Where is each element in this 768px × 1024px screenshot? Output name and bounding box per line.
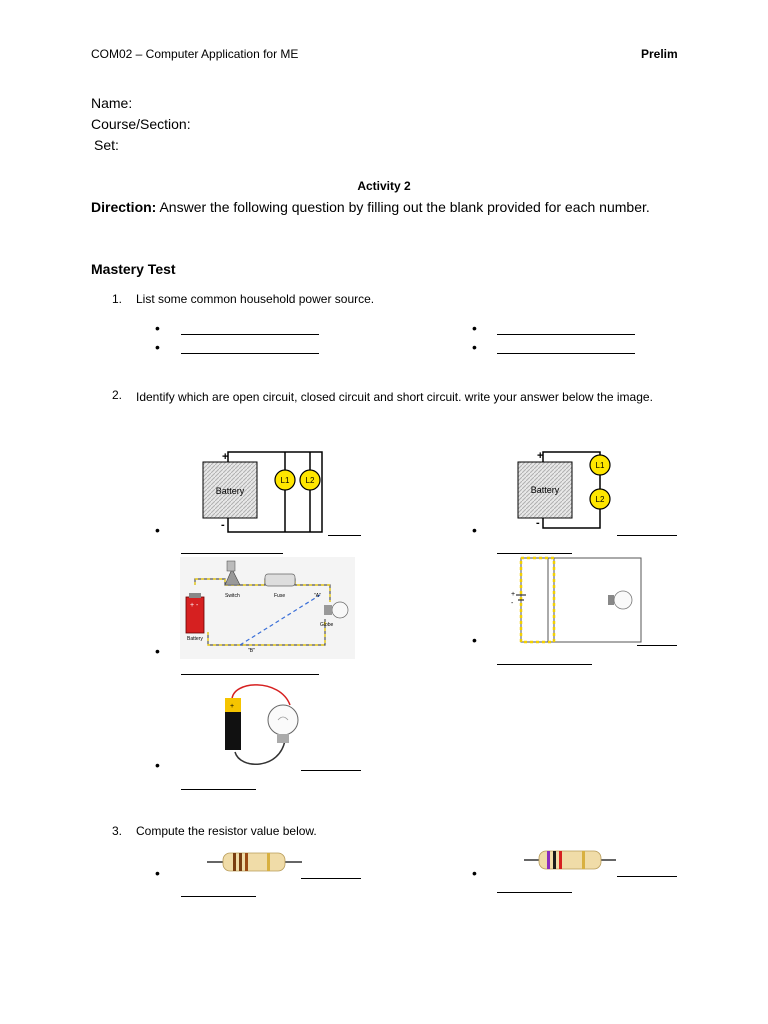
series-circuit-diagram: [510, 445, 620, 535]
l1-label: L1: [280, 476, 290, 485]
plus-label: +: [511, 591, 516, 598]
bullet-icon: •: [155, 865, 160, 881]
resistor-band: [559, 851, 562, 869]
q3-text: Compute the resistor value below.: [136, 824, 317, 838]
q2-answer-blank[interactable]: [328, 535, 361, 536]
battery-label: Battery: [215, 486, 245, 496]
q1-answer-blank[interactable]: [497, 353, 635, 354]
resistor-band: [547, 851, 550, 869]
resistor-band: [245, 853, 248, 871]
resistor-band: [582, 851, 585, 869]
point-b-label: "B": [248, 648, 255, 654]
term-label: Prelim: [641, 47, 678, 61]
parallel-circuit-diagram: [195, 445, 325, 535]
set-field-label: Set:: [94, 137, 119, 153]
q2-answer-blank[interactable]: [181, 674, 319, 675]
q2-answer-blank[interactable]: [181, 789, 256, 790]
q3-answer-blank[interactable]: [497, 892, 572, 893]
current-path: [521, 558, 554, 642]
q1-answer-blank[interactable]: [181, 334, 319, 335]
bullet-icon: •: [155, 522, 160, 538]
q1-number: 1.: [112, 292, 123, 306]
direction-paragraph: [91, 197, 677, 218]
q3-number: 3.: [112, 824, 123, 838]
resistor-band: [553, 851, 556, 869]
battery-bulb-diagram: [220, 680, 322, 770]
l1-label: L1: [595, 461, 605, 470]
bullet-icon: •: [155, 643, 160, 659]
q2-answer-blank[interactable]: [617, 535, 677, 536]
battery-label: Battery: [530, 485, 560, 495]
svg-text:+ -: + -: [190, 602, 199, 609]
l2-label: L2: [595, 495, 605, 504]
bullet-icon: •: [155, 320, 160, 336]
plus-label: +: [537, 450, 544, 462]
q1-answer-blank[interactable]: [181, 353, 319, 354]
resistor-band: [239, 853, 242, 871]
activity-title: Activity 2: [357, 179, 411, 193]
q1-answer-blank[interactable]: [497, 334, 635, 335]
name-field-label: Name:: [91, 95, 133, 111]
l2-label: L2: [305, 476, 315, 485]
globe-label: Globe: [320, 622, 334, 628]
bullet-icon: •: [472, 339, 477, 355]
globe-bulb-icon: [614, 591, 632, 609]
q3-answer-blank[interactable]: [301, 878, 361, 879]
plus-label: +: [222, 451, 229, 463]
direction-text: Answer the following question by filling out the blank provided for each number.: [159, 199, 650, 215]
minus-label: -: [536, 517, 540, 529]
q1-text: List some common household power source.: [136, 292, 375, 306]
resistor-band: [233, 853, 236, 871]
bullet-icon: •: [472, 632, 477, 648]
q2-text: Identify which are open circuit, closed circuit and short circuit. write your answer below the image.: [136, 390, 653, 404]
q2-answer-blank[interactable]: [637, 645, 677, 646]
bullet-icon: •: [155, 757, 160, 773]
bullet-icon: •: [472, 320, 477, 336]
course-section-field-label: Course/Section:: [91, 116, 191, 132]
switch-fuse-globe-circuit-diagram: [180, 557, 355, 659]
q3-answer-blank[interactable]: [617, 876, 677, 877]
q2-answer-blank[interactable]: [181, 553, 283, 554]
globe-bulb-icon: [332, 602, 348, 618]
course-header: COM02 – Computer Application for ME: [91, 47, 299, 61]
bullet-icon: •: [155, 339, 160, 355]
svg-text:+: +: [230, 703, 235, 710]
point-a-label: "A": [314, 593, 321, 599]
q2-number: 2.: [112, 388, 123, 402]
loop-circuit-diagram: [508, 555, 643, 647]
minus-label: -: [221, 519, 225, 531]
fuse-icon: [265, 574, 295, 586]
bullet-icon: •: [472, 522, 477, 538]
resistor-2-image: [524, 847, 616, 873]
q3-answer-blank[interactable]: [181, 896, 256, 897]
battery-label: Battery: [187, 636, 203, 642]
section-title: Mastery Test: [91, 261, 176, 277]
bullet-icon: •: [472, 865, 477, 881]
minus-label: -: [511, 600, 514, 607]
resistor-1-image: [207, 849, 302, 875]
q2-answer-blank[interactable]: [301, 770, 361, 771]
q2-answer-blank[interactable]: [497, 553, 572, 554]
bulb-icon: [268, 705, 298, 735]
fuse-label: Fuse: [274, 593, 286, 599]
q2-answer-blank[interactable]: [497, 664, 592, 665]
switch-label: Switch: [225, 593, 240, 599]
direction-label: Direction:: [91, 199, 157, 215]
resistor-band: [267, 853, 270, 871]
